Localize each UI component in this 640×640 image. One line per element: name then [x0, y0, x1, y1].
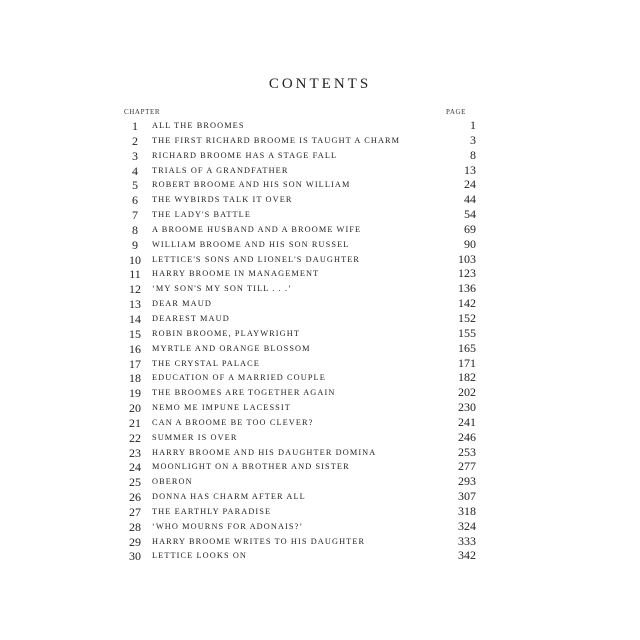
chapter-title: ‘MY SON'S MY SON TILL . . .’ [152, 284, 293, 294]
chapter-number: 9 [132, 237, 138, 252]
toc-row [126, 311, 476, 326]
chapter-title: THE FIRST RICHARD BROOME IS TAUGHT A CHARM [152, 135, 401, 145]
toc-row [126, 459, 476, 474]
toc-row [126, 341, 476, 356]
toc-row [126, 385, 476, 400]
chapter-number: 6 [132, 193, 138, 208]
chapter-title: NEMO ME IMPUNE LACESSIT [152, 403, 291, 413]
chapter-title: TRIALS OF A GRANDFATHER [152, 165, 289, 175]
chapter-number: 23 [129, 445, 141, 460]
page-number: 103 [458, 251, 476, 266]
chapter-number: 19 [129, 386, 141, 401]
toc-row [126, 504, 476, 519]
chapter-title: LETTICE'S SONS AND LIONEL'S DAUGHTER [152, 254, 361, 264]
page-number: 333 [458, 533, 476, 548]
toc-row [126, 148, 476, 163]
toc-row [126, 370, 476, 385]
page-number: 277 [458, 459, 476, 474]
toc-row [126, 133, 476, 148]
chapter-title: DEAR MAUD [152, 299, 212, 309]
chapter-number: 25 [129, 475, 141, 490]
chapter-title: THE BROOMES ARE TOGETHER AGAIN [152, 388, 336, 398]
page-number: 202 [458, 385, 476, 400]
toc-row [126, 207, 476, 222]
toc-row [126, 222, 476, 237]
page-number: 24 [464, 177, 476, 192]
chapter-title: DEAREST MAUD [152, 313, 230, 323]
chapter-number: 27 [129, 504, 141, 519]
chapter-title: HARRY BROOME WRITES TO HIS DAUGHTER [152, 536, 366, 546]
toc-row [126, 474, 476, 489]
page-number: 307 [458, 489, 476, 504]
chapter-title: MOONLIGHT ON A BROTHER AND SISTER [152, 462, 350, 472]
chapter-number: 26 [129, 490, 141, 505]
chapter-title: ALL THE BROOMES [152, 121, 245, 130]
toc-row [126, 415, 476, 430]
chapter-number: 2 [132, 133, 138, 148]
chapter-number: 5 [132, 178, 138, 193]
chapter-number: 16 [129, 341, 141, 356]
chapter-number: 20 [129, 401, 141, 416]
table-of-contents [126, 118, 476, 563]
page-number: 318 [458, 503, 476, 518]
toc-row [126, 163, 476, 178]
page-number: 182 [458, 370, 476, 385]
chapter-title: MYRTLE AND ORANGE BLOSSOM [152, 343, 311, 353]
chapter-title: OBERON [152, 477, 193, 487]
chapter-title: THE CRYSTAL PALACE [152, 358, 260, 368]
toc-row [126, 400, 476, 415]
page-number: 241 [458, 414, 476, 429]
page-number: 1 [470, 118, 476, 132]
page-number: 230 [458, 400, 476, 415]
page-number: 253 [458, 444, 476, 459]
chapter-column-header: CHAPTER [124, 108, 161, 116]
toc-row [126, 356, 476, 371]
chapter-title: EDUCATION OF A MARRIED COUPLE [152, 373, 326, 383]
page-number: 3 [470, 132, 476, 147]
toc-row [126, 519, 476, 534]
page-number: 155 [458, 325, 476, 340]
chapter-title: CAN A BROOME BE TOO CLEVER? [152, 417, 314, 427]
page-number: 90 [464, 236, 476, 251]
chapter-number: 1 [132, 119, 138, 133]
page-number: 54 [464, 207, 476, 222]
chapter-number: 24 [129, 460, 141, 475]
chapter-title: A BROOME HUSBAND AND A BROOME WIFE [152, 224, 362, 234]
toc-row [126, 326, 476, 341]
chapter-title: HARRY BROOME AND HIS DAUGHTER DOMINA [152, 447, 377, 457]
chapter-title: THE WYBIRDS TALK IT OVER [152, 195, 293, 205]
toc-row [126, 489, 476, 504]
toc-row [126, 445, 476, 460]
chapter-number: 13 [129, 297, 141, 312]
page-number: 293 [458, 474, 476, 489]
toc-row [126, 118, 476, 133]
chapter-title: LETTICE LOOKS ON [152, 551, 248, 561]
page-number: 123 [458, 266, 476, 281]
chapter-number: 4 [132, 163, 138, 178]
chapter-number: 18 [129, 371, 141, 386]
chapter-number: 22 [129, 430, 141, 445]
chapter-title: HARRY BROOME IN MANAGEMENT [152, 269, 320, 279]
page-column-header: PAGE [446, 108, 467, 116]
chapter-number: 21 [129, 415, 141, 430]
chapter-title: ‘WHO MOURNS FOR ADONAIS?’ [152, 521, 304, 531]
page-number: 152 [458, 310, 476, 325]
chapter-number: 10 [129, 252, 141, 267]
chapter-number: 17 [129, 356, 141, 371]
page-number: 44 [464, 192, 476, 207]
chapter-number: 11 [129, 267, 141, 282]
chapter-title: THE LADY'S BATTLE [152, 210, 252, 220]
toc-row [126, 266, 476, 281]
chapter-title: WILLIAM BROOME AND HIS SON RUSSEL [152, 239, 350, 249]
toc-row [126, 177, 476, 192]
chapter-number: 30 [129, 549, 141, 564]
chapter-number: 14 [129, 311, 141, 326]
chapter-title: SUMMER IS OVER [152, 432, 238, 442]
chapter-title: ROBERT BROOME AND HIS SON WILLIAM [152, 180, 351, 190]
page-number: 13 [464, 162, 476, 177]
chapter-title: THE EARTHLY PARADISE [152, 506, 272, 516]
chapter-number: 28 [129, 519, 141, 534]
toc-row [126, 430, 476, 445]
page-number: 8 [470, 147, 476, 162]
chapter-number: 29 [129, 534, 141, 549]
page-title: CONTENTS [268, 76, 372, 92]
page-number: 246 [458, 429, 476, 444]
toc-row [126, 192, 476, 207]
toc-row [126, 548, 476, 563]
page-number: 342 [458, 548, 476, 563]
toc-row [126, 534, 476, 549]
chapter-number: 3 [132, 148, 138, 163]
toc-row [126, 252, 476, 267]
chapter-title: DONNA HAS CHARM AFTER ALL [152, 492, 306, 502]
toc-row [126, 281, 476, 296]
page-number: 171 [458, 355, 476, 370]
page-number: 136 [458, 281, 476, 296]
chapter-title: RICHARD BROOME HAS A STAGE FALL [152, 150, 338, 160]
chapter-number: 7 [132, 208, 138, 223]
toc-row [126, 296, 476, 311]
chapter-number: 15 [129, 326, 141, 341]
chapter-number: 8 [132, 222, 138, 237]
chapter-title: ROBIN BROOME, PLAYWRIGHT [152, 328, 301, 338]
chapter-number: 12 [129, 282, 141, 297]
page-number: 165 [458, 340, 476, 355]
page-number: 142 [458, 296, 476, 311]
page-number: 69 [464, 221, 476, 236]
page-number: 324 [458, 518, 476, 533]
toc-row [126, 237, 476, 252]
